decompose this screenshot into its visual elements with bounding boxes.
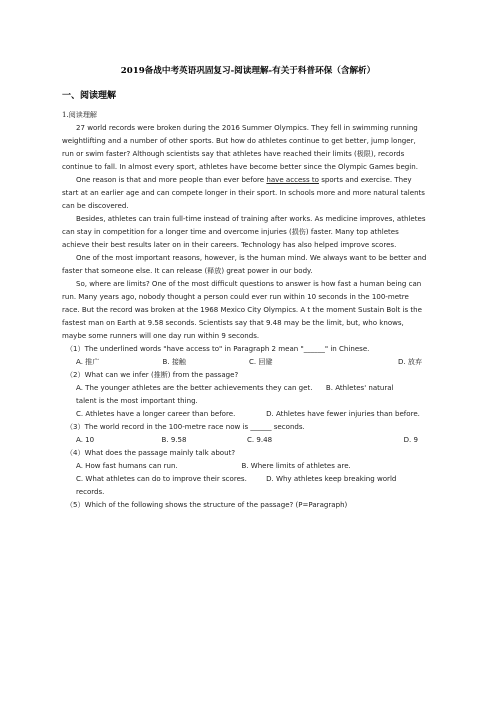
q4-option-d: D. Why athletes keep breaking world (266, 474, 397, 483)
q2-option-a: A. The younger athletes are the better achievements they can get. (76, 383, 313, 392)
q1-option-a: A. 推广 (76, 357, 100, 366)
paragraph-2 (62, 173, 428, 212)
paragraph-5: So, where are limits? One of the most difficult questions to answer is how fast a human being can run. Many years ago, nobody thought a person could ever run within 10 seconds in the 100-metre race. But the record was broken at the 1968 Mexico City Olympics. A t the moment Sustain Bolt is the fastest man on Earth at 9.58 seconds. Scientists say that 9.48 may be the limit, but, who knows, maybe some runners will one day run within 9 seconds. (62, 279, 422, 340)
question-2: （2）What can we infer (推断) from the passage? (66, 370, 239, 379)
paragraph-1: 27 world records were broken during the 2016 Summer Olympics. They fell in swimming running weightlifting and a number of other sports. But how do athletes continue to get better, jump longer, run or swim faster? Although scientists say that athletes have reached their limits (极限), records continue to fall. In almost every sport, athletes have become better since the Olympic Games begin. (62, 123, 418, 171)
q4-option-c: C. What athletes can do to improve their scores. (76, 474, 247, 483)
document-content (62, 108, 428, 511)
q4-option-b: B. Where limits of athletes are. (241, 461, 351, 470)
underlined-phrase: have access to (266, 175, 319, 184)
q1-option-c: C. 回避 (249, 357, 273, 366)
q1-option-b: B. 接触 (162, 357, 186, 366)
q2-option-c: C. Athletes have a longer career than before. (76, 409, 236, 418)
q2-option-b-continued: talent is the most important thing. (76, 396, 198, 405)
q3-option-d: D. 9 (403, 435, 418, 444)
question-2-options-ab (62, 381, 428, 394)
q3-option-c: C. 9.48 (247, 435, 273, 444)
exercise-label: 1.阅读理解 (62, 110, 97, 119)
question-4-options-ab (62, 459, 428, 472)
question-3-options (62, 433, 428, 446)
paragraph-3: Besides, athletes can train full-time instead of training after works. As medicine improves, athletes can stay in competition for a longer time and overcome injuries (损伤) faster. Many top athletes achieve their best results later on in their careers. Technology has also helped improve scores. (62, 214, 426, 249)
paragraph-2-start: One reason is that and more people than ever before (76, 175, 267, 184)
question-4: （4）What does the passage mainly talk about? (66, 448, 236, 457)
paragraph-4: One of the most important reasons, however, is the human mind. We always want to be better and faster that someone else. It can release (释放) great power in our body. (62, 253, 427, 275)
question-4-options-cd (62, 472, 428, 485)
q1-option-d: D. 放弃 (397, 357, 422, 366)
q2-option-b: B. Athletes' natural (325, 383, 394, 392)
q2-option-d: D. Athletes have fewer injuries than before. (266, 409, 420, 418)
question-5: （5）Which of the following shows the structure of the passage? (P=Paragraph) (66, 500, 348, 509)
question-2-options-cd (62, 407, 428, 420)
document-title: 2019备战中考英语巩固复习-阅读理解-有关于科普环保（含解析） (120, 66, 376, 76)
paragraph-2-end: sports and exercise. They start at an earlier age and can compete longer in their sport. In schools more and more natural talents can be discovered. (62, 175, 425, 210)
q4-option-d-continued: records. (76, 487, 105, 496)
question-1: （1）The underlined words "have access to" in Paragraph 2 mean "______" in Chinese. (66, 344, 370, 353)
section-heading: 一、阅读理解 (62, 91, 117, 101)
q3-option-a: A. 10 (76, 435, 95, 444)
q3-option-b: B. 9.58 (161, 435, 187, 444)
q4-option-a: A. How fast humans can run. (76, 461, 178, 470)
question-3: （3）The world record in the 100-metre race now is ______ seconds. (66, 422, 305, 431)
question-1-options (62, 355, 428, 368)
